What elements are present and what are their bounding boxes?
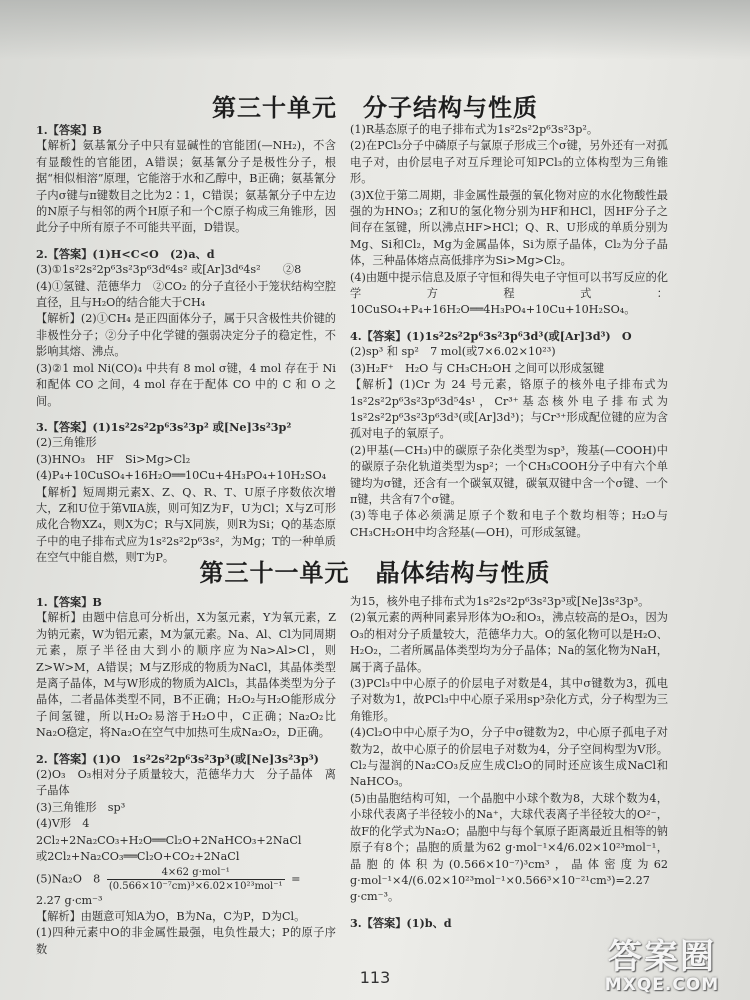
answer-heading: 1.【答案】B [36,123,102,137]
watermark-domain: MXQE.COM [604,975,720,995]
analysis-text: 【解析】短周期元素X、Z、Q、R、T、U原子序数依次增大，Z和U位于第ⅦA族，则可知Z为F，U为Cl；X与Z可形成化合物XZ₄，则X为C；R与X同族，则R为Si；Q的基态原子中的电子排布式应为1s²2s²2p⁶3s²，为Mg；T的一种单质在空气中能自燃，则T为P。 [36,485,336,565]
formula-prefix: (5)Na₂O 8 [36,872,101,885]
unit-31-right-column [350,594,668,931]
unit-31-name: 晶体结构与性质 [375,559,551,587]
analysis-text: (3)X位于第二周期，非金属性最强的氧化物对应的水化物酸性最强的为HNO₃；Z和U的氢化物分别为HF和HCl，因HF分子之间存在氢键，所以沸点HF>HCl；Q、R、U形成的单质分别为Mg、Si和Cl₂，Mg为金属晶体，Si为原子晶体，Cl₂为分子晶体，三种晶体熔点高低排序为Si>Mg>Cl₂。 [350,188,668,268]
answer-heading: 2.【答案】(1)H<C<O (2)a、d [36,246,215,261]
unit-31-title [0,553,750,588]
answer-heading: 2.【答案】(1)O 1s²2s²2p⁶3s²3p³(或[Ne]3s²3p³) [36,751,319,766]
unit-30-name: 分子结构与性质 [363,94,538,122]
unit-30-label: 第三十单元 [212,94,337,122]
analysis-text: (2)在PCl₃分子中磷原子与氯原子形成三个σ键，另外还有一对孤电子对，由价层电子对互斥理论可知PCl₃的立体构型为三角锥形。 [350,139,668,186]
answer-heading: 1.【答案】B [36,595,102,609]
analysis-text: (2)氧元素的两种同素异形体为O₂和O₃，沸点较高的是O₃，因为O₃的相对分子质量较大，范德华力大。O的氢化物可以是H₂O、H₂O₂，二者所属晶体类型均为分子晶体；Na的氢化物为NaH，属于离子晶体。 [350,611,668,674]
analysis-text: 为15，核外电子排布式为1s²2s²2p⁶3s²3p³或[Ne]3s²3p³。 [350,595,650,608]
unit-30-left-column [36,122,336,567]
page-number: 113 [359,968,391,987]
answer-text: (3)①1s²2s²2p⁶3s²3p⁶3d⁶4s² 或[Ar]3d⁶4s² ②8 [36,263,302,277]
equation: 或2Cl₂+Na₂CO₃══Cl₂O+CO₂+2NaCl [36,850,240,864]
analysis-text: (3)②1 mol Ni(CO)₄ 中共有 8 mol σ键，4 mol 存在于 Ni 和配体 CO 之间，4 mol 存在于配体 CO 中的 C 和 O 之间。 [36,361,336,408]
analysis-text: 【解析】由题中信息可分析出，X为氢元素，Y为氧元素，Z为钠元素，W为铝元素，M为氯元素。Na、Al、Cl为同周期元素，原子半径由大到小的顺序应为Na>Al>Cl，则Z>W>M，A错误；M与Z形成的物质为NaCl，其晶体类型是离子晶体，M与W形成的物质为AlCl₃，其晶体类型为分子晶体，二者晶体类型不同，B不正确；H₂O₂与H₂O能形成分子间氢键，所以H₂O₂易溶于H₂O中，C正确；Na₂O₂比Na₂O稳定，将Na₂O在空气中加热可生成Na₂O₂，D正确。 [36,611,336,740]
answer-text: (2)sp³ 和 sp² 7 mol(或7×6.02×10²³) [350,345,556,359]
density-formula [36,866,336,893]
analysis-text: (2)甲基(—CH₃)中的碳原子杂化类型为sp³，羧基(—COOH)中的碳原子杂化轨道类型为sp²；一个CH₃COOH分子中有六个单键均为σ键，还含有一个碳氧双键，碳氧双键中含一个σ键、一个π键，共含有7个σ键。 [350,443,668,506]
analysis-text: (3)PCl₃中中心原子的价层电子对数是4，其中σ键数为3，孤电子对数为1，故PCl₃中中心原子采用sp³杂化方式，分子构型为三角锥形。 [350,677,668,723]
unit-31-left-column [36,594,336,958]
analysis-text: (4)由题中提示信息及原子守恒和得失电子守恒可以书写反应的化学方程式：10CuSO₄+P₄+16H₂O══4H₃PO₄+10Cu+10H₂SO₄。 [350,270,668,317]
answer-text: (3)三角锥形 sp³ [36,800,126,814]
answer-text: (3)H₂F⁺ H₂O 与 CH₃CH₂OH 之间可以形成氢键 [350,361,605,375]
answer-text: (4)P₄+10CuSO₄+16H₂O══10Cu+4H₃PO₄+10H₂SO₄ [36,469,327,483]
answer-text: (3)HNO₃ HF Si>Mg>Cl₂ [36,452,191,466]
formula-result: 2.27 g·cm⁻³ [36,893,103,907]
formula-equals: = [291,872,301,885]
answer-heading: 3.【答案】(1)b、d [350,915,452,930]
unit-30-right-column [350,122,668,541]
answer-text: (2)O₃ O₃相对分子质量较大，范德华力大 分子晶体 离子晶体 [36,768,336,798]
unit-30-title [0,88,750,123]
answer-text: (4)V形 4 [36,817,90,831]
analysis-text: 【解析】(2)①CH₄ 是正四面体分子，属于只含极性共价键的非极性分子；②分子中化学键的强弱决定分子的稳定性，不影响其熔、沸点。 [36,312,336,359]
analysis-text: (4)Cl₂O中中心原子为O，分子中σ键数为2，中心原子孤电子对数为2，故中心原子的价层电子对数为4，分子空间构型为V形。Cl₂与湿润的Na₂CO₃反应生成Cl₂O的同时还应该生成NaCl和NaHCO₃。 [350,726,668,789]
density-fraction [107,866,285,893]
unit-31-label: 第三十一单元 [199,559,350,587]
analysis-text: 【解析】由题意可知A为O，B为Na，C为P，D为Cl。 [36,909,306,923]
watermark-logo-text: 答案圈 [608,937,716,977]
analysis-text: (5)由晶胞结构可知，一个晶胞中小球个数为8，大球个数为4，小球代表离子半径较小的Na⁺，大球代表离子半径较大的O²⁻，故F的化学式为Na₂O；晶胞中与每个氧原子距离最近且相等的钠原子有8个；晶胞的质量为62 g·mol⁻¹×4/6.02×10²³mol⁻¹，晶胞的体积为(0.566×10⁻⁷)³cm³，晶体密度为62 g·mol⁻¹×4/(6.02×10²³mol⁻¹×0.566³×10⁻²¹cm³)=2.27 g·cm⁻³。 [350,791,668,904]
answer-text: (4)①氢键、范德华力 ②CO₂ 的分子直径小于笼状结构空腔直径，且与H₂O的结合能大于CH₄ [36,279,336,310]
fraction-numerator: 4×62 g·mol⁻¹ [107,866,285,880]
analysis-text: (3)等电子体必须满足原子个数和电子个数均相等；H₂O与CH₃CH₂OH中均含羟基(—OH)，可形成氢键。 [350,509,668,539]
answer-text: (2)三角锥形 [36,436,97,450]
site-watermark [582,938,742,994]
fraction-denominator: (0.566×10⁻⁷cm)³×6.02×10²³mol⁻¹ [108,880,283,892]
equation: 2Cl₂+2Na₂CO₃+H₂O══Cl₂O+2NaHCO₃+2NaCl [36,833,302,847]
answer-heading: 3.【答案】(1)1s²2s²2p⁶3s²3p² 或[Ne]3s²3p² [36,419,292,434]
page-shadow [0,0,750,60]
analysis-text: (1)四种元素中O的非金属性最强，电负性最大；P的原子序数 [36,926,336,956]
answer-heading: 4.【答案】(1)1s²2s²2p⁶3s²3p⁶3d³(或[Ar]3d³) O [350,328,632,343]
analysis-text: 【解析】(1)Cr 为 24 号元素，铬原子的核外电子排布式为1s²2s²2p⁶3s²3p⁶3d⁵4s¹，Cr³⁺基态核外电子排布式为1s²2s²2p⁶3s²3p⁶3d³(或[Ar]3d³)；与Cr³⁺形成配位键的应为含孤对电子的氧原子。 [350,378,668,441]
analysis-text: (1)R基态原子的电子排布式为1s²2s²2p⁶3s²3p²。 [350,123,599,136]
analysis-text: 【解析】氨基氰分子中只有显碱性的官能团(—NH₂)，不含有显酸性的官能团，A错误；氨基氰分子是极性分子，根据“相似相溶”原理，它能溶于水和乙醇中，B正确；氨基氰分子内σ键与π键数目之比为2∶1，C错误；氨基氰分子中左边的N原子与相邻的两个H原子和一个C原子构成三角锥形，因此分子中所有原子不可能共平面，D错误。 [36,139,336,235]
